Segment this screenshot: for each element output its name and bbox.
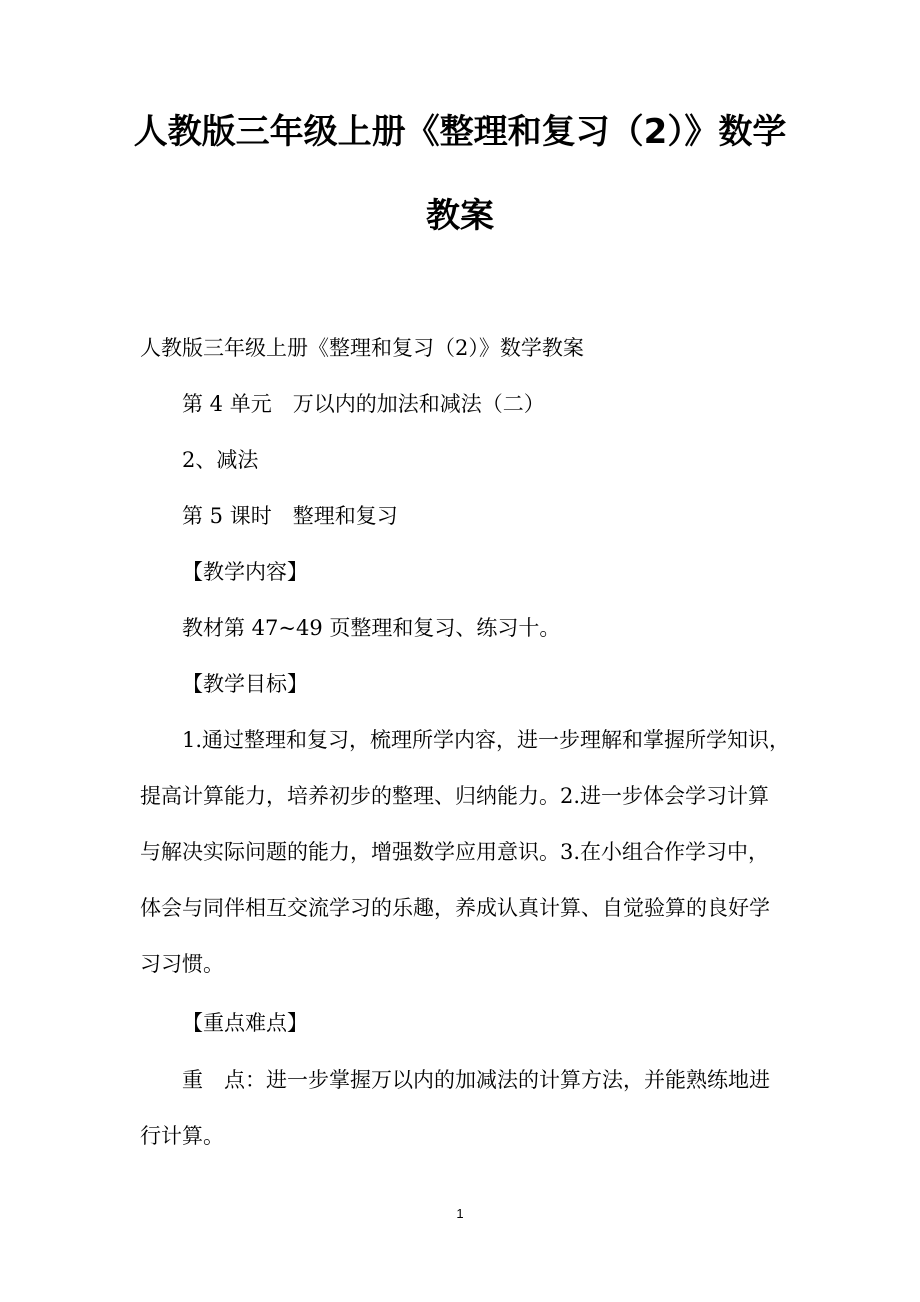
objectives-line-2: 提高计算能力，培养初步的整理、归纳能力。2.进一步体会学习计算 <box>140 784 770 808</box>
teaching-content-text: 教材第 47~49 页整理和复习、练习十。 <box>182 616 561 640</box>
section-heading: 2、减法 <box>182 448 259 472</box>
subtitle-paragraph: 人教版三年级上册《整理和复习（2）》数学教案 <box>140 336 584 360</box>
document-title-line-2: 教案 <box>426 196 494 236</box>
unit-heading: 第 4 单元 万以内的加法和减法（二） <box>182 392 545 416</box>
teaching-objectives-heading: 【教学目标】 <box>182 672 308 696</box>
lesson-heading: 第 5 课时 整理和复习 <box>182 504 398 528</box>
document-title-line-1: 人教版三年级上册《整理和复习（2）》数学 <box>133 112 787 152</box>
keypoint-line-1: 重 点：进一步掌握万以内的加减法的计算方法，并能熟练地进 <box>182 1068 770 1092</box>
objectives-line-4: 体会与同伴相互交流学习的乐趣，养成认真计算、自觉验算的良好学 <box>140 896 770 920</box>
keypoint-line-2: 行计算。 <box>140 1124 224 1148</box>
objectives-line-1: 1.通过整理和复习，梳理所学内容，进一步理解和掌握所学知识， <box>182 728 791 752</box>
teaching-content-heading: 【教学内容】 <box>182 560 308 584</box>
page-number: 1 <box>456 1206 464 1221</box>
objectives-line-5: 习习惯。 <box>140 952 224 976</box>
key-difficult-points-heading: 【重点难点】 <box>182 1011 308 1035</box>
objectives-line-3: 与解决实际问题的能力，增强数学应用意识。3.在小组合作学习中， <box>140 840 770 864</box>
